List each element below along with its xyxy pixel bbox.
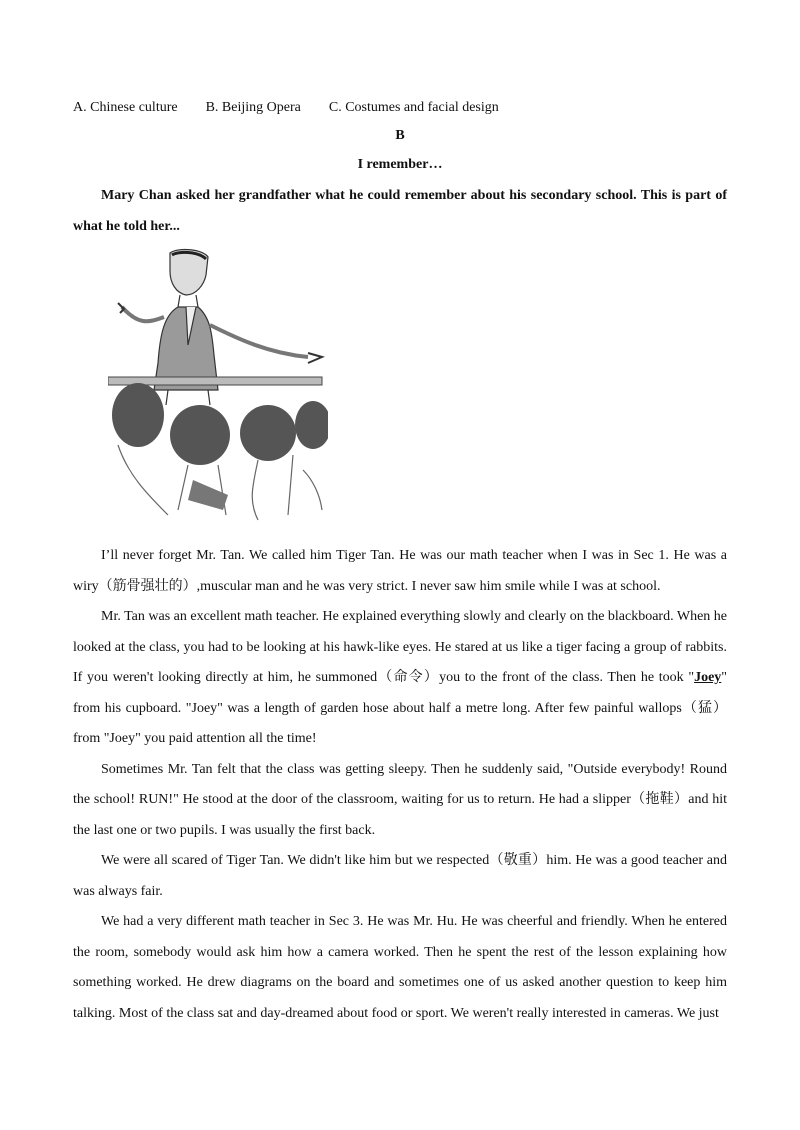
paragraph-2 [73, 602, 727, 755]
paragraph-5: We had a very different math teacher in Sec 3. He was Mr. Hu. He was cheerful and friendly. When he entered the room, somebody would ask him how a camera worked. Then he spent the rest of the lesson explaining how something worked. He drew diagrams on the board and sometimes one of us asked another question to keep him talking. Most of the class sat and day-dreamed about food or sport. We weren't really interested in cameras. We just [73, 914, 727, 1021]
passage-intro: Mary Chan asked her grandfather what he could remember about his secondary school. This is part of what he told her... [73, 188, 727, 234]
section-letter: B [395, 128, 405, 143]
paragraph-4: We were all scared of Tiger Tan. We didn't like him but we respected（敬重）him. He was a good teacher and was always fair. [73, 853, 727, 899]
joey-term: Joey [694, 670, 722, 685]
paragraph-3: Sometimes Mr. Tan felt that the class was getting sleepy. Then he suddenly said, "Outside everybody! Round the school! RUN!" He stood at the door of the classroom, waiting for us to return. He had a slipper（拖鞋）and hit the last one or two pupils. I was usually the first back. [73, 761, 727, 838]
option-b: B. Beijing Opera [205, 100, 301, 115]
option-a: A. Chinese culture [73, 100, 178, 115]
paragraph-1: I’ll never forget Mr. Tan. We called him Tiger Tan. He was our math teacher when I was in Sec 1. He was a wiry（筋骨强壮的）,muscular man and he was very strict. I never saw him smile while I was at school. [73, 548, 727, 594]
paragraph-2-part-1: Mr. Tan was an excellent math teacher. He explained everything slowly and clearly on the blackboard. When he looked at the class, you had to be looking at his hawk-like eyes. He stared at us like a tiger facing a group of rabbits. If you weren't looking directly at him, he summoned（命令）you to the front of the class. Then he took " [73, 609, 727, 685]
answer-options [73, 99, 499, 117]
teacher-lecturing-class-illustration [108, 245, 328, 525]
option-c: C. Costumes and facial design [328, 100, 499, 115]
passage-title: I remember… [357, 157, 443, 172]
passage-body [73, 541, 727, 1029]
paragraph-2-part-2: " from his cupboard. "Joey" was a length of garden hose about half a metre long. After few painful wallops（猛） from "Joey" you paid attention all the time! [73, 670, 727, 746]
